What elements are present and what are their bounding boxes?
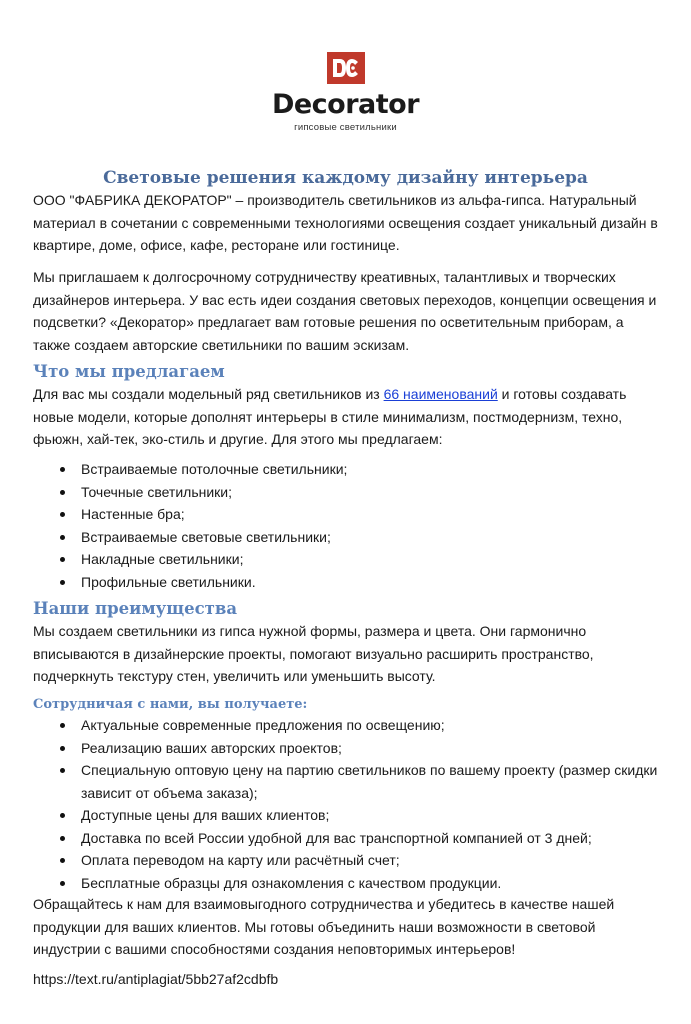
logo-mark-icon [327, 52, 365, 84]
section-heading-benefits: Сотрудничая с нами, вы получаете: [33, 697, 308, 712]
bullet-icon [60, 836, 65, 841]
bullet-icon [60, 723, 65, 728]
list-item: Встраиваемые потолочные светильники; [33, 458, 663, 481]
advantages-paragraph: Мы создаем светильники из гипса нужной формы, размера и цвета. Они гармонично вписываются в дизайнерские проекты, помогают визуально расширить пространство, подчеркнуть текстуру стен, увеличить или уменьшить высоту. [33, 623, 594, 684]
models-link[interactable]: 66 наименований [383, 386, 498, 402]
list-item: Доступные цены для ваших клиентов; [33, 804, 663, 827]
list-item: Профильные светильники. [33, 571, 663, 594]
offer-list [33, 458, 663, 593]
bullet-icon [60, 768, 65, 773]
logo-name: Decorator [271, 89, 420, 120]
source-url: https://text.ru/antiplagiat/5bb27af2cdbfb [33, 971, 279, 987]
bullet-icon [60, 557, 65, 562]
bullet-icon [60, 467, 65, 472]
offer-paragraph [33, 383, 663, 451]
list-item: Актуальные современные предложения по освещению; [33, 714, 663, 737]
list-item: Доставка по всей России удобной для вас транспортной компанией от 3 дней; [33, 827, 663, 850]
list-item: Точечные светильники; [33, 481, 663, 504]
section-heading-offer: Что мы предлагаем [33, 362, 225, 381]
bullet-icon [60, 512, 65, 517]
bullet-icon [60, 813, 65, 818]
bullet-icon [60, 490, 65, 495]
bullet-icon [60, 858, 65, 863]
logo-tagline: гипсовые светильники [294, 122, 397, 133]
intro-paragraph-1: ООО "ФАБРИКА ДЕКОРАТОР" – производитель светильников из альфа-гипса. Натуральный материал в сочетании с современными технологиями освещения создает уникальный дизайн в квартире, доме, офисе, кафе, ресторане или гостинице. [33, 192, 658, 253]
page-title: Световые решения каждому дизайну интерьера [103, 168, 588, 188]
list-item: Оплата переводом на карту или расчётный счет; [33, 849, 663, 872]
list-item: Накладные светильники; [33, 548, 663, 571]
closing-paragraph: Обращайтесь к нам для взаимовыгодного сотрудничества и убедитесь в качестве нашей продукции для ваших клиентов. Мы готовы объединить наши возможности в световой индустрии с вашими способностями создания неповторимых интерьеров! [33, 896, 615, 957]
bullet-icon [60, 535, 65, 540]
offer-text-after-link: и готовы создавать новые модели, которые дополнят интерьеры в стиле минимализм, постмодернизм, техно, фьюжн, хай-тек, эко-стиль и другие. Для этого мы предлагаем: [33, 386, 627, 447]
intro-paragraph-2: Мы приглашаем к долгосрочному сотрудничеству креативных, талантливых и творческих дизайнеров интерьера. У вас есть идеи создания световых переходов, концепции освещения и подсветки? «Декоратор» предлагает вам готовые решения по осветительным приборам, а также создаем авторские светильники по вашим эскизам. [33, 269, 657, 353]
list-item: Бесплатные образцы для ознакомления с качеством продукции. [33, 872, 663, 895]
bullet-icon [60, 881, 65, 886]
offer-text-before-link: Для вас мы создали модельный ряд светильников из [33, 386, 384, 402]
bullet-icon [60, 580, 65, 585]
list-item: Настенные бра; [33, 503, 663, 526]
section-heading-advantages: Наши преимущества [33, 599, 238, 618]
logo [0, 52, 691, 84]
benefits-list [33, 714, 663, 894]
list-item: Встраиваемые световые светильники; [33, 526, 663, 549]
bullet-icon [60, 746, 65, 751]
list-item: Реализацию ваших авторских проектов; [33, 737, 663, 760]
list-item: Специальную оптовую цену на партию светильников по вашему проекту (размер скидки зависит от объема заказа); [33, 759, 663, 804]
